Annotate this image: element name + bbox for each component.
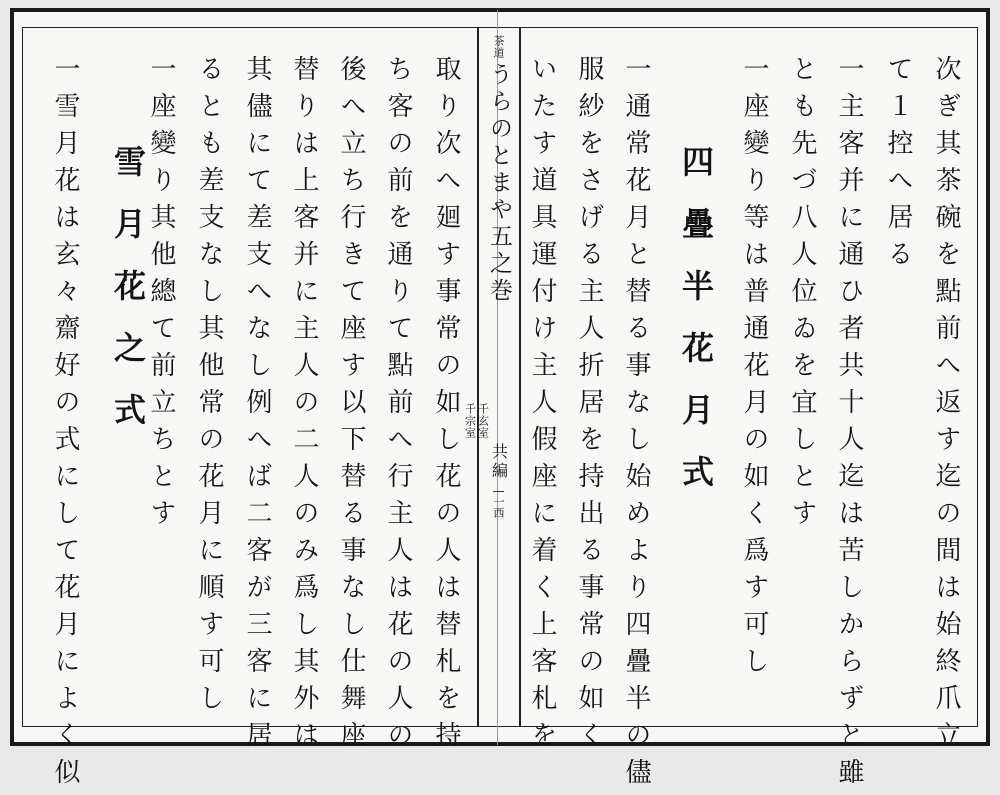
right-page-column-7: 服紗をさげる主人折居を持出る事常の如く	[574, 55, 604, 758]
page-number: 一西	[493, 491, 504, 518]
right-page-column-6: 一通常花月と替る事なし始めより四疊半の儘	[621, 55, 651, 795]
right-page-column-8: いたす道具運付け主人假座に着く上客札を	[527, 55, 557, 758]
left-page-column-8: 一雪月花は玄々齋好の式にして花月によく似	[50, 55, 80, 795]
right-page-column-1: 次ぎ其茶碗を點前へ返す迄の間は始終爪立	[931, 55, 961, 758]
edited-note: 共編	[489, 443, 509, 481]
right-page-column-3: 一主客并に通ひ者共十人迄は苦しからずと雖	[834, 55, 864, 795]
left-page-column-1: 取り次へ廻す事常の如し花の人は替札を持	[431, 55, 461, 758]
right-page-column-2: て１控へ居る	[883, 55, 913, 277]
left-page-column-7: 一座變り其他總て前立ちとす	[146, 55, 176, 536]
author-left: 千宗室	[463, 403, 477, 439]
left-page-heading: 雪月花之式	[109, 145, 147, 455]
series-note: 茶道	[492, 35, 505, 59]
book-title: うらのとまや五之巻	[486, 62, 512, 305]
left-page-column-6: るとも差支なし其他常の花月に順す可し	[194, 55, 224, 721]
left-page-column-2: ち客の前を通りて點前へ行主人は花の人の	[383, 55, 413, 758]
authors	[465, 403, 533, 439]
left-page-column-4: 替りは上客并に主人の二人のみ爲し其外は	[289, 55, 319, 758]
right-page-column-4: とも先づ八人位ゐを宜しとす	[787, 55, 817, 536]
left-page-column-3: 後へ立ち行きて座す以下替る事なし仕舞座	[336, 55, 366, 758]
right-page-heading: 四疊半花月式	[677, 145, 715, 517]
right-page-column-5: 一座變り等は普通花月の如く爲す可し	[739, 55, 769, 684]
gutter-rule-right	[519, 27, 521, 727]
center-gutter	[463, 35, 519, 518]
author-right: 千玄室	[476, 403, 490, 439]
left-page-column-5: 其儘にて差支へなし例へば二客が三客に居	[242, 55, 272, 758]
